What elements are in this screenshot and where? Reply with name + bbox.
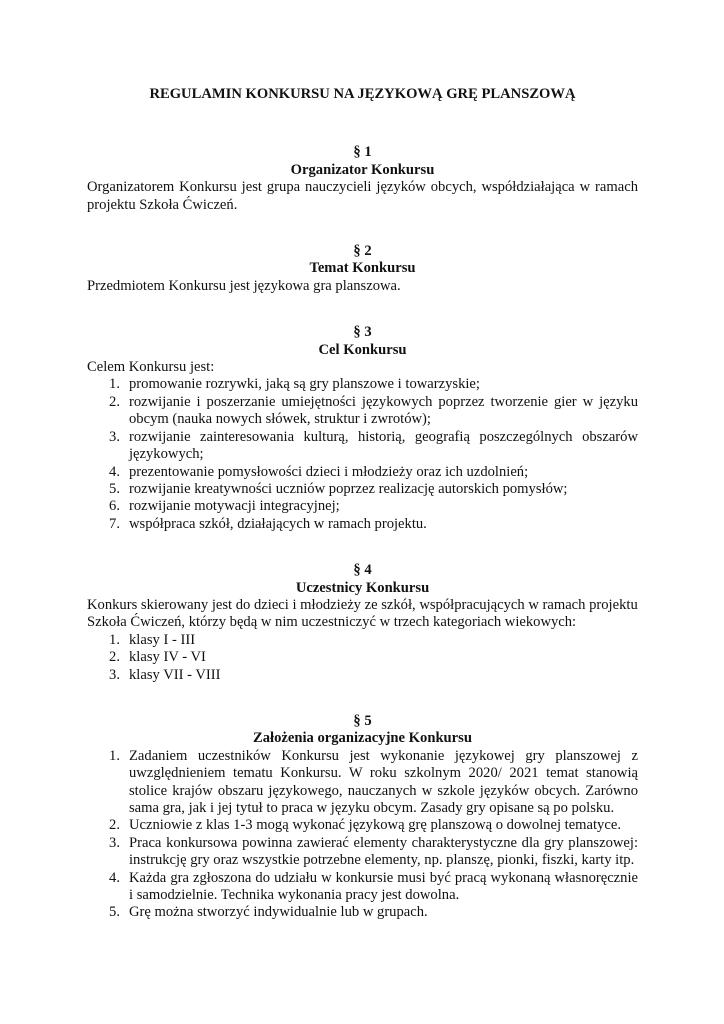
list-item: 2. klasy IV - VI [87, 649, 638, 666]
list-item-text: klasy I - III [129, 631, 196, 648]
section-number: § 5 [353, 712, 372, 729]
list-item: 3. rozwijanie zainteresowania kulturą, historią, geografią poszczególnych obszarów językowych; [109, 428, 638, 463]
section-text: Konkurs skierowany jest do dzieci i młodzieży ze szkół, współpracujących w ramach projektu Szkoła Ćwiczeń, którzy będą w nim uczestniczyć w trzech kategoriach wiekowych: [87, 596, 638, 631]
list-item: 3. klasy VII - VIII [87, 667, 638, 684]
list-item-text: prezentowanie pomysłowości dzieci i młodzieży oraz ich uzdolnień; [129, 463, 529, 480]
list-item-text: Uczniowie z klas 1-3 mogą wykonać językową grę planszową o dowolnej tematyce. [129, 817, 621, 834]
document-title: REGULAMIN KONKURSU NA JĘZYKOWĄ GRĘ PLANSZOWĄ [149, 86, 576, 102]
list-item-text: rozwijanie motywacji integracyjnej; [129, 498, 340, 515]
list-item-text: Praca konkursowa powinna zawierać elementy charakterystyczne dla gry planszowej: instrukcję gry oraz wszystkie potrzebne elementy, np. planszę, pionki, fiszki, karty itp. [129, 834, 638, 869]
section-number: § 1 [353, 144, 372, 161]
goals-list [87, 376, 638, 533]
section-heading: Organizator Konkursu [290, 161, 435, 178]
section-heading: Założenia organizacyjne Konkursu [253, 730, 472, 747]
section-text: Organizatorem Konkursu jest grupa nauczycieli języków obcych, współdziałająca w ramach projektu Szkoła Ćwiczeń. [87, 179, 638, 213]
section-text: Celem Konkursu jest: [87, 359, 215, 376]
list-item-text: rozwijanie i poszerzanie umiejętności językowych poprzez tworzenie gier w języku obcym (nauka nowych słówek, struktur i zwrotów); [129, 393, 638, 428]
list-item: 3. Praca konkursowa powinna zawierać elementy charakterystyczne dla gry planszowej: instrukcję gry oraz wszystkie potrzebne elementy, np. planszę, pionki, fiszki, karty itp. [109, 834, 638, 869]
section-heading: Cel Konkursu [318, 341, 407, 358]
list-item: 5. Grę można stworzyć indywidualnie lub w grupach. [87, 904, 638, 921]
section-goals [87, 324, 638, 533]
list-item-text: rozwijanie kreatywności uczniów poprzez realizację autorskich pomysłów; [129, 480, 568, 497]
section-participants [87, 562, 638, 684]
list-item-text: klasy IV - VI [129, 649, 206, 666]
section-organizer [87, 144, 638, 214]
section-text: Przedmiotem Konkursu jest językowa gra planszowa. [87, 277, 401, 294]
list-item: 1. promowanie rozrywki, jaką są gry planszowe i towarzyskie; [87, 376, 638, 393]
list-item-text: Zadaniem uczestników Konkursu jest wykonanie językowej gry planszowej z uwzględnieniem tematu Konkursu. W roku szkolnym 2020/ 2021 temat stanowią stolice krajów obszaru językowego, nauczanych w szkole języków obcych. Zarówno sama gra, jak i jej tytuł to praca w języku obcym. Zasady gry opisane są po polsku. [129, 747, 638, 816]
list-item: 1. Zadaniem uczestników Konkursu jest wykonanie językowej gry planszowej z uwzględnieniem tematu Konkursu. W roku szkolnym 2020/ 2021 temat stanowią stolice krajów obszaru językowego, nauczanych w szkole języków obcych. Zarówno sama gra, jak i jej tytuł to praca w języku obcym. Zasady gry opisane są po polsku. [109, 747, 638, 816]
list-item: 2. Uczniowie z klas 1-3 mogą wykonać językową grę planszową o dowolnej tematyce. [87, 817, 638, 834]
rules-list [87, 748, 638, 922]
section-organizational-rules [87, 713, 638, 922]
list-item: 2. rozwijanie i poszerzanie umiejętności językowych poprzez tworzenie gier w języku obcym (nauka nowych słówek, struktur i zwrotów); [109, 393, 638, 428]
list-item: 4. prezentowanie pomysłowości dzieci i młodzieży oraz ich uzdolnień; [87, 464, 638, 481]
list-item-text: promowanie rozrywki, jaką są gry planszowe i towarzyskie; [129, 376, 480, 393]
section-topic [87, 243, 638, 295]
list-item-text: współpraca szkół, działających w ramach projektu. [129, 515, 427, 532]
section-number: § 4 [353, 562, 372, 579]
list-item: 4. Każda gra zgłoszona do udziału w konkursie musi być pracą wykonaną własnoręcznie i samodzielnie. Technika wykonania pracy jest dowolna. [109, 869, 638, 904]
section-heading: Temat Konkursu [309, 260, 416, 277]
list-item: 7. współpraca szkół, działających w ramach projektu. [87, 516, 638, 533]
list-item-text: klasy VII - VIII [129, 666, 221, 683]
section-heading: Uczestnicy Konkursu [295, 579, 430, 596]
section-number: § 3 [353, 324, 372, 341]
list-item: 1. klasy I - III [87, 632, 638, 649]
age-categories-list [87, 632, 638, 684]
list-item-text: rozwijanie zainteresowania kulturą, historią, geografią poszczególnych obszarów językowych; [129, 428, 638, 463]
list-item-text: Grę można stworzyć indywidualnie lub w grupach. [129, 904, 428, 921]
list-item: 5. rozwijanie kreatywności uczniów poprzez realizację autorskich pomysłów; [87, 481, 638, 498]
section-number: § 2 [353, 243, 372, 260]
list-item: 6. rozwijanie motywacji integracyjnej; [87, 498, 638, 515]
list-item-text: Każda gra zgłoszona do udziału w konkursie musi być pracą wykonaną własnoręcznie i samodzielnie. Technika wykonania pracy jest dowolna. [129, 869, 638, 904]
